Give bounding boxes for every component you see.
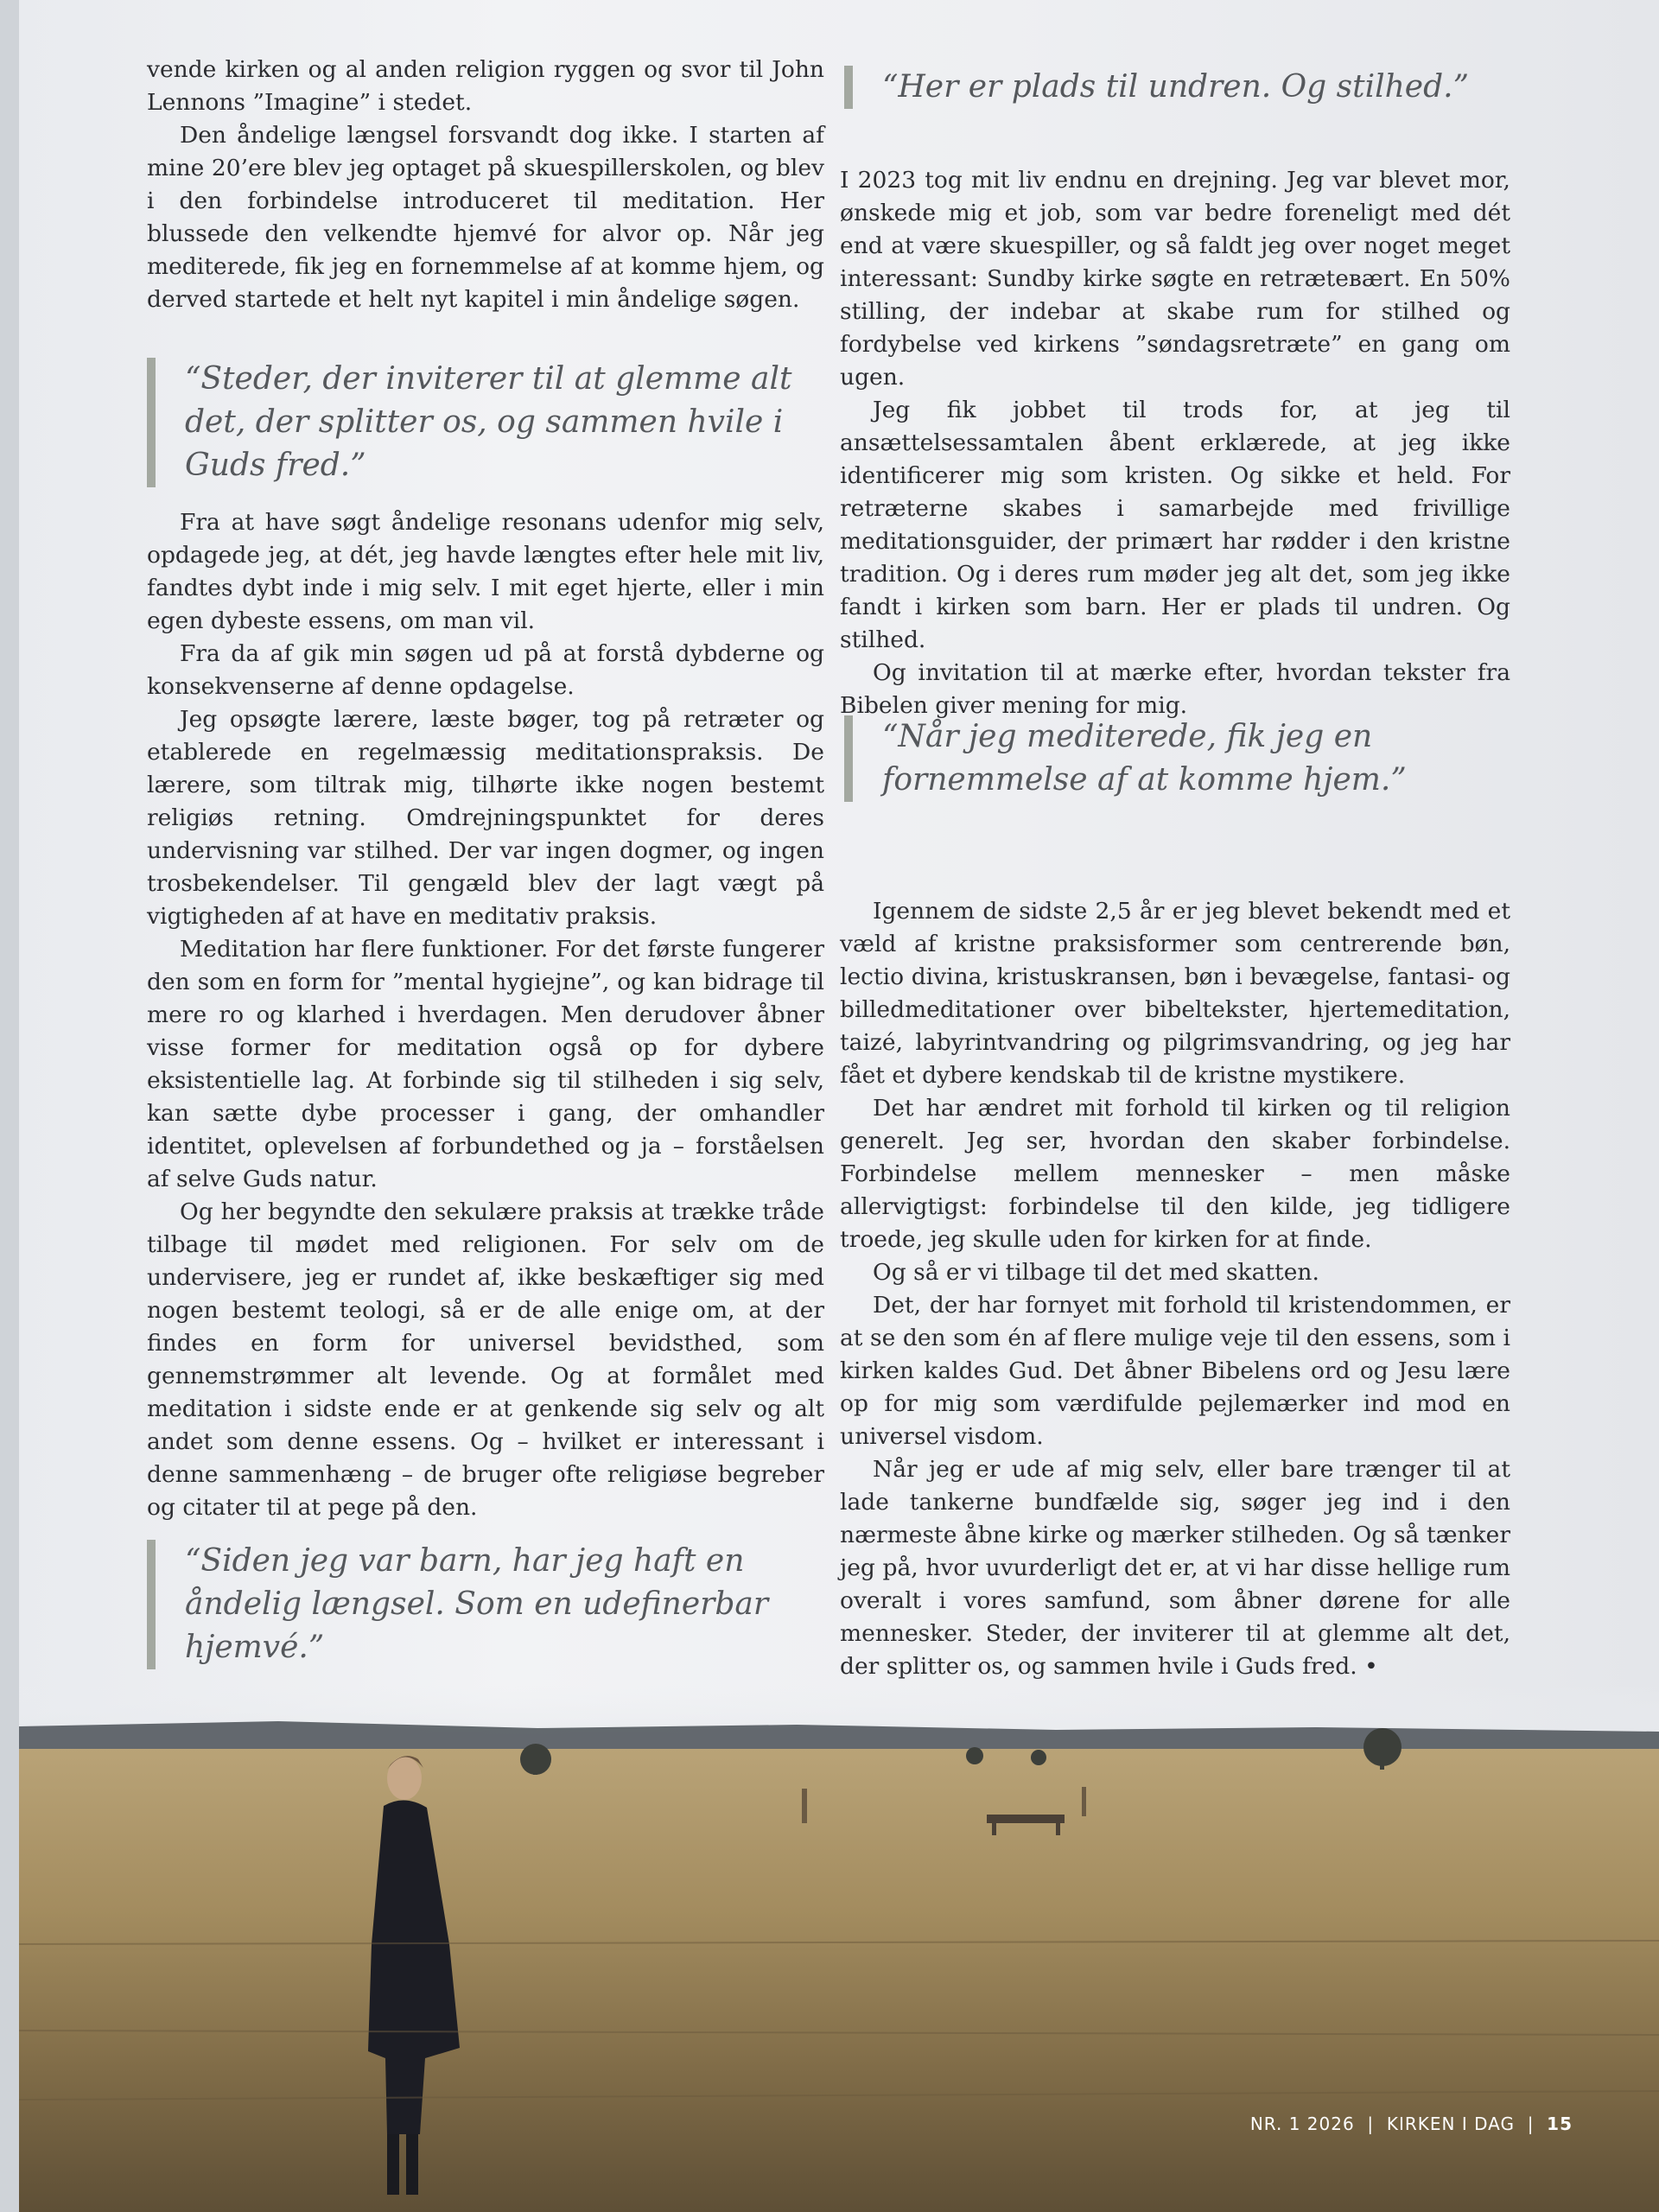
left-column xyxy=(147,54,824,1524)
paragraph: Meditation har flere funktioner. For det første fungerer den som en form for ”mental hygiejne”, og kan bidrage til mere ro og klarhed i hverdagen. Men derudover åbner visse former for meditation også op for dybere eksistentielle lag. At forbinde sig til stilheden i sig selv, kan sætte dybe processer i gang, der omhandler identitet, oplevelsen af forbundethed og ja – forståelsen af selve Guds natur. xyxy=(147,936,824,1192)
right-column xyxy=(840,164,1510,1683)
magazine-name: KIRKEN I DAG xyxy=(1386,2113,1515,2134)
issue-number: NR. 1 2026 xyxy=(1249,2113,1355,2134)
paragraph: Og invitation til at mærke efter, hvordan tekster fra Bibelen giver mening for mig. xyxy=(840,659,1510,719)
pull-quote: “Siden jeg var barn, har jeg haft en åndelig længsel. Som en udefinerbar hjemvé.” xyxy=(147,1540,824,1669)
pull-quote: “Når jeg mediterede, fik jeg en fornemmelse af at komme hjem.” xyxy=(844,715,1522,802)
paragraph: Det har ændret mit forhold til kirken og til religion generelt. Jeg ser, hvordan den skaber forbindelse. Forbindelse mellem mennesker – men måske allervigtigst: forbindelse til den kilde, jeg tidligere troede, jeg skulle uden for kirken for at finde. xyxy=(840,1095,1510,1253)
paragraph: Den åndelige længsel forsvandt dog ikke. I starten af mine 20’ere blev jeg optaget på skuespillerskolen, og blev i den forbindelse introduceret til meditation. Her blussede den velkendte hjemvé for alvor op. Når jeg mediterede, fik jeg en fornemmelse af at komme hjem, og derved startede et helt nyt kapitel i min åndelige søgen. xyxy=(147,122,824,313)
paragraph: Fra da af gik min søgen ud på at forstå dybderne og konsekvenserne af denne opdagelse. xyxy=(147,640,824,700)
paragraph: vende kirken og al anden religion ryggen og svor til John Lennons ”Imagine” i stedet. xyxy=(147,56,824,116)
page-number: 15 xyxy=(1547,2113,1573,2134)
paragraph: Når jeg er ude af mig selv, eller bare trænger til at lade tankerne bundfælde sig, søger jeg ind i den nærmeste åbne kirke og mærker stilheden. Og så tænker jeg på, hvor uvurderligt det er, at vi har disse hellige rum overalt i vores samfund, som åbner dørene for alle mennesker. Steder, der inviterer til at glemme alt det, der splitter os, og sammen hvile i Guds fred. • xyxy=(840,1456,1510,1680)
paragraph: Igennem de sidste 2,5 år er jeg blevet bekendt med et væld af kristne praksisformer som centrerende bøn, lectio divina, kristuskransen, bøn i bevægelse, fantasi- og billedmeditationer over bibeltekster, hjertemeditation, taizé, labyrintvandring og pilgrimsvandring, og jeg har fået et dybere kendskab til de kristne mystikere. xyxy=(840,898,1510,1089)
pull-quote: “Her er plads til undren. Og stilhed.” xyxy=(844,66,1539,109)
paragraph: Jeg fik jobbet til trods for, at jeg til ansættelsessamtalen åbent erklærede, at jeg ikke identificerer mig som kristen. Og sikke et held. For retræterne skabes i samarbejde med frivillige meditationsguider, der primært har rødder i den kristne tradition. Og i deres rum møder jeg alt det, som jeg ikke fandt i kirken som barn. Her er plads til undren. Og stilhed. xyxy=(840,397,1510,653)
paragraph: Og så er vi tilbage til det med skatten. xyxy=(873,1259,1319,1286)
folio: NR. 1 2026 | KIRKEN I DAG | 15 xyxy=(1249,2113,1573,2134)
paragraph: Det, der har fornyet mit forhold til kristendommen, er at se den som én af flere mulige veje til den essens, som i kirken kaldes Gud. Det åbner Bibelens ord og Jesu lære op for mig som værdifulde pejlemærker ind mod en universel visdom. xyxy=(840,1292,1510,1450)
magazine-page xyxy=(19,0,1659,2212)
paragraph: I 2023 tog mit liv endnu en drejning. Jeg var blevet mor, ønskede mig et job, som var bedre foreneligt med dét end at være skuespiller, og så faldt jeg over noget meget interessant: Sundby kirke søgte en retræteвært. En 50% stilling, der indebar at skabe rum for stilhed og fordybelse ved kirkens ”søndagsretræte” en gang om ugen. xyxy=(840,167,1510,391)
paragraph: Og her begyndte den sekulære praksis at trække tråde tilbage til mødet med religionen. For selv om de undervisere, jeg er rundet af, ikke beskæftiger sig med nogen bestemt teologi, så er de alle enige om, at der findes en form for universel bevidsthed, som gennemstrømmer alt levende. Og at formålet med meditation i sidste ende er at genkende sig selv og alt andet som denne essens. Og – hvilket er interessant i denne sammenhæng – de bruger ofte religiøse begreber og citater til at pege på den. xyxy=(147,1198,824,1521)
pull-quote: “Steder, der inviterer til at glemme alt det, der splitter os, og sammen hvile i Guds fred.” xyxy=(147,358,824,487)
paragraph: Jeg opsøgte lærere, læste bøger, tog på retræter og etablerede en regelmæssig meditationspraksis. De lærere, som tiltrak mig, tilhørte ikke nogen bestemt religiøs retning. Omdrejningspunktet for deres undervisning var stilhed. Der var ingen dogmer, og ingen trosbekendelser. Til gengæld blev der lagt vægt på vigtigheden af at have en meditativ praksis. xyxy=(147,706,824,930)
paragraph: Fra at have søgt åndelige resonans udenfor mig selv, opdagede jeg, at dét, jeg havde længtes efter hele mit liv, fandtes dybt inde i mig selv. I mit eget hjerte, eller i min egen dybeste essens, om man vil. xyxy=(147,509,824,634)
